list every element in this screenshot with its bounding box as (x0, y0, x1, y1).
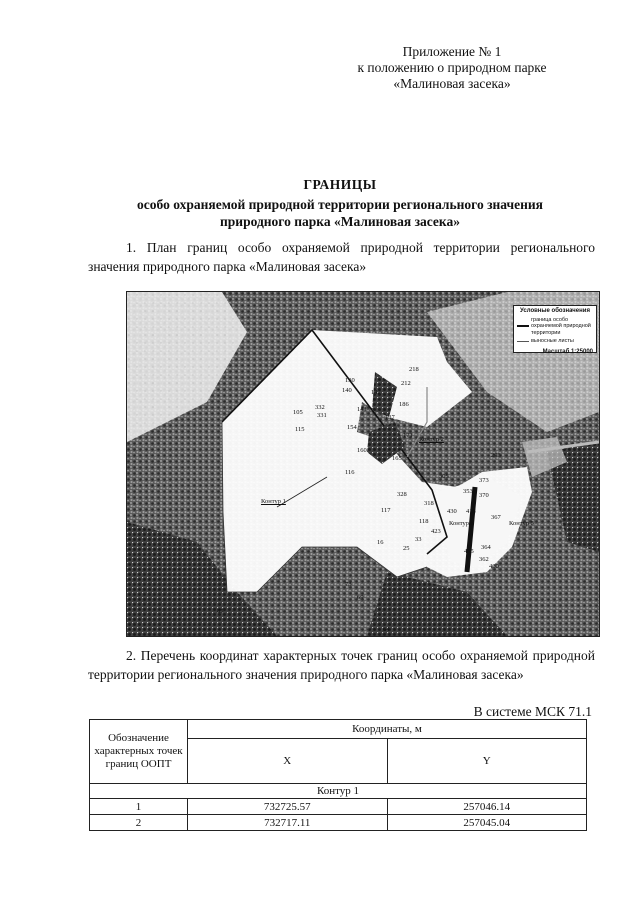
point-label: 160 (357, 447, 367, 454)
section-1-paragraph (88, 238, 595, 276)
point-label: 140 (342, 387, 352, 394)
appendix-number: Приложение № 1 (402, 44, 502, 59)
table-row (90, 815, 587, 831)
table-row (90, 799, 587, 815)
point-label: 331 (317, 412, 327, 419)
section-2-text: 2. Перечень координат характерных точек границ особо охраняемой природной территории регионального значения природного парка «Малиновая засека» (88, 648, 595, 682)
legend-title: Условные обозначения (520, 308, 590, 314)
point-label: 171 (403, 432, 413, 439)
point-label: 212 (401, 380, 411, 387)
point-label: 142 (371, 389, 381, 396)
y-cell: 257045.04 (387, 815, 587, 831)
col-x-header: X (188, 739, 388, 784)
point-label: 165 (392, 455, 402, 462)
table-header-row (90, 720, 587, 739)
sheet-line-swatch (517, 341, 529, 342)
point-label: 141 (357, 406, 367, 413)
contour-2-label: Контур 2 (419, 436, 444, 443)
title-main: ГРАНИЦЫ (303, 177, 377, 192)
point-label: 85 (217, 608, 224, 615)
point-label: 69 (357, 594, 364, 601)
point-label: 154 (347, 424, 357, 431)
table-contour-row (90, 784, 587, 799)
map-scale: Масштаб 1:25000 (542, 348, 593, 355)
title-line-2: особо охраняемой природной территории регионального значения (137, 197, 543, 212)
x-cell: 732725.57 (188, 799, 388, 815)
coordinate-system-note: В системе МСК 71.1 (473, 704, 592, 719)
point-label: 293 (491, 452, 501, 459)
point-label: 353 (463, 488, 473, 495)
point-label: 118 (419, 518, 429, 525)
point-label: 305 (439, 473, 449, 480)
point-label: 415 (464, 548, 474, 555)
boundary-map (126, 291, 600, 637)
title-line-3: природного парка «Малиновая засека» (220, 214, 460, 229)
point-label: 105 (293, 409, 303, 416)
point-label: 186 (399, 401, 409, 408)
point-label: 332 (315, 404, 325, 411)
legend-item-sheets: выносные листы (517, 338, 593, 345)
section-1-text: 1. План границ особо охраняемой природной территории регионального значения природного парка «Малиновая засека» (88, 240, 595, 274)
col-coords-header: Координаты, м (188, 720, 587, 739)
contour-5-label: Контур 5 (509, 520, 534, 527)
point-label: 373 (479, 477, 489, 484)
point-label: 116 (345, 469, 355, 476)
map-legend (513, 305, 597, 353)
point-label: 218 (409, 366, 419, 373)
point-label: 64 (383, 626, 390, 633)
point-label: 364 (481, 544, 491, 551)
contour-6-label: Контур 6 (449, 520, 474, 527)
point-label: 413 (466, 508, 476, 515)
section-2-paragraph (88, 646, 595, 684)
appendix-reference: к положению о природном парке (357, 60, 547, 75)
point-label: 318 (424, 500, 434, 507)
col-point-header: Обозначение характерных точек границ ООПТ (90, 720, 188, 784)
point-number-cell: 2 (90, 815, 188, 831)
coordinates-table (89, 719, 587, 831)
point-label: 117 (381, 507, 391, 514)
point-label: 430 (447, 508, 457, 515)
appendix-heading (322, 44, 582, 92)
point-label: 130 (345, 377, 355, 384)
point-label: 370 (479, 492, 489, 499)
y-cell: 257046.14 (387, 799, 587, 815)
contour-1-heading: Контур 1 (90, 784, 587, 799)
legend-item-boundary: граница особо охраняемой природной территории (517, 317, 593, 337)
point-label: 328 (397, 491, 407, 498)
point-label: 423 (431, 528, 441, 535)
col-y-header: Y (387, 739, 587, 784)
point-label: 115 (295, 426, 305, 433)
boundary-line-swatch (517, 325, 529, 327)
point-label: 367 (491, 514, 501, 521)
point-label: 73 (345, 581, 352, 588)
point-label: 400 (489, 563, 499, 570)
contour-1-label: Контур 1 (261, 498, 286, 505)
point-label: 362 (479, 556, 489, 563)
point-label: 25 (403, 545, 410, 552)
document-title (40, 176, 640, 230)
point-label: 137 (385, 414, 395, 421)
point-number-cell: 1 (90, 799, 188, 815)
point-label: 33 (415, 536, 422, 543)
point-label: 16 (377, 539, 384, 546)
x-cell: 732717.11 (188, 815, 388, 831)
appendix-park-name: «Малиновая засека» (393, 76, 511, 91)
